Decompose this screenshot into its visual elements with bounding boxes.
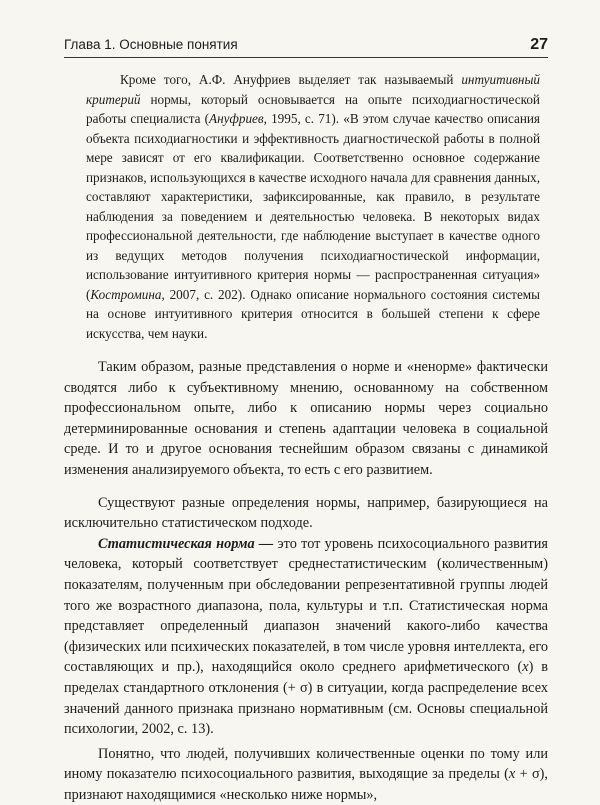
quote-text-4: , 2007, с. 202). Однако описание нормального состояния системы на основе интуитивного критерия относится в большей степени к сфере искусства, чем науки. (86, 286, 540, 341)
page-number: 27 (530, 36, 548, 53)
paragraph-summary: Таким образом, разные представления о норме и «ненорме» фактически сводятся либо к субъективному мнению, основанному на собственном профессиональном опыте, либо к описанию нормы через социально детерминированные основания и степень адаптации человека в социальной среде. И то и другое основания теснейшим образом связаны с динамикой изменения анализируемого объекта, то есть с его развитием. (64, 359, 548, 478)
term-statistical-norm: Статистическая норма — (98, 535, 274, 552)
header-rule (64, 57, 548, 58)
page-content (64, 70, 548, 805)
quote-paragraph (86, 70, 540, 343)
statistical-norm-text-2: ) в пределах стандартного отклонения (+ σ) в ситуации, когда распределение всех значений данного признака признано нормативным (см. Основы специальной психологии, 2002, с. 13). (64, 659, 548, 738)
paragraph-definitions: Существуют разные определения нормы, например, базирующиеся на исключительно статистическом подходе. (64, 494, 548, 532)
quote-text-3: , 1995, с. 71). «В этом случае качество описания объекта психодиагностики и эффективность диагностической работы в полной мере зависят от его квалификации. Соответственно основное содержание признаков, использующихся в качестве исходного начала для сравнения данных, составляют характеристики, зафиксированные, как правило, в результате наблюдения за поведением и деятельностью человека. В некоторых видах профессиональной деятельности, где наблюдение выступает в качестве одного из ведущих методов получения психодиагностической информации, использование интуитивного критерия нормы — распространенная ситуация» ( (86, 111, 540, 302)
below-norm-text-1: Понятно, что людей, получивших количественные оценки по тому или иному показателю психосоциального развития, выходящие за пределы ( (64, 745, 548, 783)
running-header (64, 36, 548, 54)
chapter-title: Глава 1. Основные понятия (64, 37, 238, 52)
below-norm-text-2: + σ), признают находящимися «несколько ниже нормы», (64, 766, 548, 803)
paragraph-below-norm (64, 744, 548, 805)
quote-author-kostromina: Костромина (90, 286, 162, 302)
quote-text-2: нормы, который основывается на опыте психодиагностической работы специалиста ( (86, 91, 540, 126)
paragraph-statistical-norm (64, 534, 548, 740)
mean-variable: x (522, 659, 529, 676)
quote-italic-term: интуитивный критерий (86, 72, 540, 107)
statistical-norm-text-1: это тот уровень психосоциального развития человека, который соответствует среднестатистическим (количественным) показателям, полученным при обследовании репрезентативной группы людей того же возрастного диапазона, пола, культуры и т.п. Статистическая норма представляет определенный диапазон значений какого-либо качества (физических или психических показателей, в том числе уровня интеллекта, его составляющих и пр.), находящийся около среднего арифметического ( (64, 535, 549, 676)
quote-author-anufriev: Ануфриев (209, 111, 264, 126)
quote-text-1: Кроме того, А.Ф. Ануфриев выделяет так называемый (120, 72, 462, 87)
mean-variable-2: x (508, 766, 516, 783)
